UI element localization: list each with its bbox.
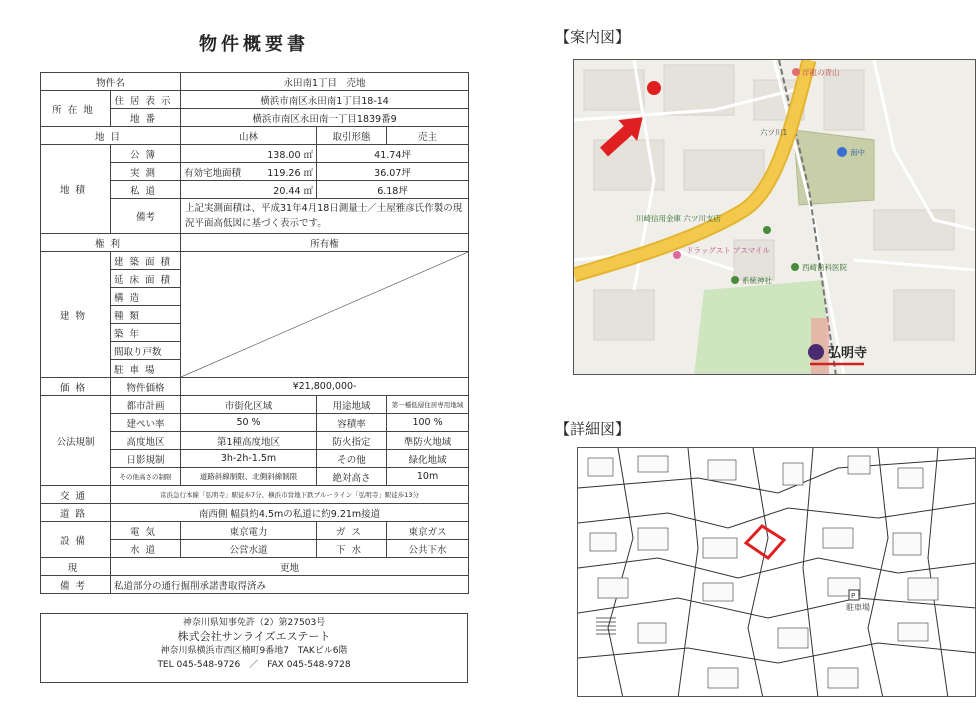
- label-electric: 電気: [111, 522, 181, 540]
- label-abs-height: 絶対高さ: [317, 468, 387, 486]
- label-use-zone: 用途地域: [317, 396, 387, 414]
- diagonal-strike: [181, 252, 468, 377]
- value-rights: 所有権: [181, 234, 469, 252]
- guide-map-graphic: [574, 60, 976, 375]
- label-status: 現: [41, 558, 111, 576]
- company-info-box: [40, 613, 468, 683]
- row-city-plan: [41, 396, 469, 414]
- value-actual: [181, 163, 317, 181]
- label-sewer: 下水: [317, 540, 387, 558]
- park-area: [694, 280, 829, 375]
- value-abs-height: 10m: [387, 468, 469, 486]
- value-private-road-tsubo: 6.18坪: [317, 181, 469, 199]
- row-price: [41, 378, 469, 396]
- doc-title: 物件概要書: [199, 34, 309, 55]
- label-regulations: 公法規制: [41, 396, 111, 486]
- value-city-plan: 市街化区域: [181, 396, 317, 414]
- row-electric: [41, 522, 469, 540]
- label-land-category: 地目: [41, 127, 181, 145]
- company-address: 神奈川県横浜市西区楠町9番地7 TAKビル6階: [160, 646, 348, 656]
- label-school: 南中: [850, 148, 865, 157]
- value-coverage: 50 %: [181, 414, 317, 432]
- value-land-category: 山林: [181, 127, 317, 145]
- company-license: 神奈川県知事免許（2）第27503号: [182, 618, 326, 628]
- school-icon: [837, 147, 847, 157]
- value-trade: 売主: [387, 127, 469, 145]
- value-road: 南西側 幅員約4.5mの私道に約9.21m接道: [111, 504, 469, 522]
- label-location: 所在地: [41, 91, 111, 127]
- label-address: 住居表示: [111, 91, 181, 109]
- building-row-label: 種類: [111, 306, 181, 324]
- label-station: 弘明寺: [828, 346, 868, 361]
- label-transport: 交通: [41, 486, 111, 504]
- label-actual: 実測: [111, 163, 181, 181]
- label-parking: 駐車場: [846, 603, 870, 612]
- label-building: 建物: [41, 252, 111, 378]
- building-row-label: 建築面積: [111, 252, 181, 270]
- value-status: 更地: [111, 558, 469, 576]
- label-shrine: 系統神社: [742, 276, 772, 285]
- label-property-name: 物件名: [41, 73, 181, 91]
- value-public-tsubo: 41.74坪: [317, 145, 469, 163]
- detail-map-label: 【詳細図】: [555, 420, 631, 438]
- value-use-zone: 第一種低層住居専用地域: [387, 396, 469, 414]
- label-fire: 防火指定: [317, 432, 387, 450]
- value-price: ¥21,800,000-: [181, 378, 469, 396]
- label-drugstore: ドラッグスト アスマイル: [686, 246, 771, 255]
- row-rights: [41, 234, 469, 252]
- value-property-name: 永田南1丁目 売地: [181, 73, 469, 91]
- value-address: 横浜市南区永田南1丁目18-14: [181, 91, 469, 109]
- actual-note: 有効宅地面積: [184, 167, 242, 179]
- value-lot: 横浜市南区永田南一丁目1839番9: [181, 109, 469, 127]
- label-other: その他: [317, 450, 387, 468]
- row-status: [41, 558, 469, 576]
- value-other: 緑化地域: [387, 450, 469, 468]
- value-electric: 東京電力: [181, 522, 317, 540]
- station-icon: [808, 344, 824, 360]
- label-far: 容積率: [317, 414, 387, 432]
- label-area-remarks: 備考: [111, 199, 181, 234]
- bank-icon: [763, 226, 771, 234]
- building-empty-cell: [181, 252, 469, 378]
- row-transport: [41, 486, 469, 504]
- actual-sqm: 119.26 ㎡: [267, 167, 314, 179]
- label-facilities: 設備: [41, 522, 111, 558]
- parking-icon-glyph: P: [851, 592, 856, 600]
- value-notes: 私道部分の通行掘削承諾書取得済み: [111, 576, 469, 594]
- building-row-label: 構造: [111, 288, 181, 306]
- label-notes: 備考: [41, 576, 111, 594]
- row-land-category: [41, 127, 469, 145]
- property-spec-table: [40, 72, 469, 594]
- value-gas: 東京ガス: [387, 522, 469, 540]
- building-row-label: 延床面積: [111, 270, 181, 288]
- label-area: 地積: [41, 145, 111, 234]
- label-clinic: 西崎歯科医院: [802, 263, 847, 272]
- company-name: 株式会社サンライズエステート: [177, 630, 331, 643]
- detail-map-graphic: [578, 448, 976, 697]
- label-other-height: その他高さの制限: [111, 468, 181, 486]
- label-trade: 取引形態: [317, 127, 387, 145]
- clinic-icon: [791, 263, 799, 271]
- value-public-sqm: 138.00 ㎡: [181, 145, 317, 163]
- label-gas: ガス: [317, 522, 387, 540]
- label-shadow: 日影規制: [111, 450, 181, 468]
- row-property-name: [41, 73, 469, 91]
- value-far: 100 %: [387, 414, 469, 432]
- guide-map: [573, 59, 976, 375]
- shrine-icon: [731, 276, 739, 284]
- label-private-road: 私道: [111, 181, 181, 199]
- value-actual-tsubo: 36.07坪: [317, 163, 469, 181]
- value-water: 公営水道: [181, 540, 317, 558]
- value-shadow: 3h-2h-1.5m: [181, 450, 317, 468]
- row-road: [41, 504, 469, 522]
- drugstore-icon: [673, 251, 681, 259]
- row-building-0: [41, 252, 469, 270]
- label-price: 価格: [41, 378, 111, 396]
- label-height-district: 高度地区: [111, 432, 181, 450]
- label-water: 水道: [111, 540, 181, 558]
- label-bank: 川崎信用金庫 六ツ川支店: [636, 214, 721, 223]
- detail-map: [577, 447, 976, 697]
- label-road: 道路: [41, 504, 111, 522]
- label-city-plan: 都市計画: [111, 396, 181, 414]
- value-private-road-sqm: 20.44 ㎡: [181, 181, 317, 199]
- building-row-label: 間取り戸数: [111, 342, 181, 360]
- label-temple: 浮龍の青山: [802, 68, 840, 77]
- guide-map-label: 【案内図】: [555, 28, 631, 46]
- label-lot: 地番: [111, 109, 181, 127]
- building-row-label: 築年: [111, 324, 181, 342]
- label-rights: 権利: [41, 234, 181, 252]
- value-transport: 京浜急行本線「弘明寺」駅徒歩7分、横浜市営地下鉄ブルーライン「弘明寺」駅徒歩13分: [111, 486, 469, 504]
- label-public: 公簿: [111, 145, 181, 163]
- value-other-height: 道路斜線制限、北側斜線制限: [181, 468, 317, 486]
- value-fire: 準防火地域: [387, 432, 469, 450]
- building-row-label: 駐車場: [111, 360, 181, 378]
- value-sewer: 公共下水: [387, 540, 469, 558]
- row-notes: [41, 576, 469, 594]
- row-address: [41, 91, 469, 109]
- value-area-remarks: 上記実測面積は、平成31年4月18日測量士／土屋雅彦氏作製の現況平面高低図に基づく表示です。: [181, 199, 469, 234]
- temple-icon: [792, 68, 800, 76]
- label-area: 六ツ川1: [760, 128, 788, 137]
- row-area-public: [41, 145, 469, 163]
- label-price-sub: 物件価格: [111, 378, 181, 396]
- stairs-hatch: [596, 618, 616, 634]
- label-coverage: 建ぺい率: [111, 414, 181, 432]
- value-height-district: 第1種高度地区: [181, 432, 317, 450]
- company-contact: TEL 045-548-9726 ／ FAX 045-548-9728: [157, 660, 351, 670]
- property-marker: [647, 81, 661, 95]
